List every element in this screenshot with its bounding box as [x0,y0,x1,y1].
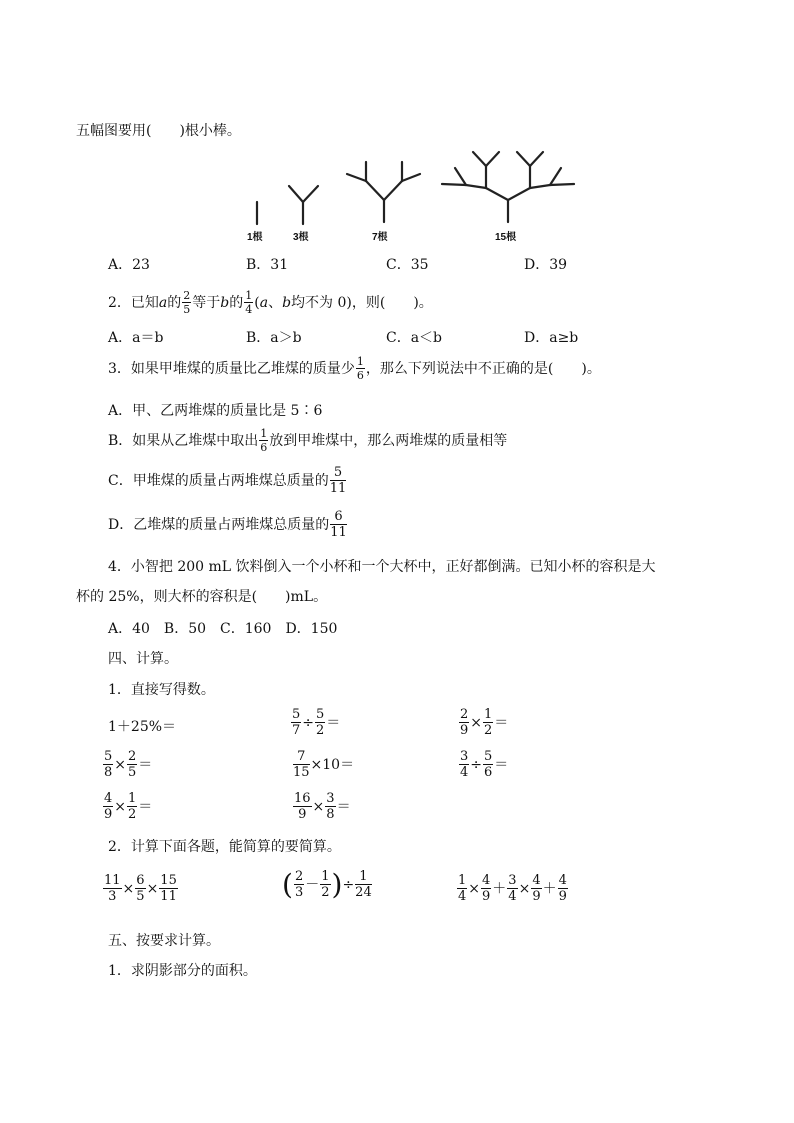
simp-expr-2-f2: $\frac{1}{2}$ [321,869,330,900]
calc-expr-5: $\frac{7}{15}$ ×10＝ [293,749,355,780]
calc-expr-6-f2: $\frac{5}{6}$ [484,749,493,780]
calc-expr-7-f2: $\frac{1}{2}$ [128,791,137,822]
calc-expr-7: $\frac{4}{9}$ × $\frac{1}{2}$ ＝ [104,791,153,822]
q2-stem: 2．已知a的 $\frac{2}{5}$ 等于b的 $\frac{1}{4}$ (a、b均不为 0)，则( )。 [108,289,433,316]
calc-expr-6: $\frac{3}{4}$ ÷ $\frac{5}{6}$ ＝ [460,749,509,780]
calc-expr-2-f2: $\frac{5}{2}$ [316,707,325,738]
simp-expr-2-f3: $\frac{1}{24}$ [355,869,372,900]
simp-expr-1-f2: $\frac{6}{5}$ [136,873,145,904]
intro-text: 五幅图要用( )根小棒。 [76,123,241,139]
simp-expr-3-f1: $\frac{1}{4}$ [458,873,467,904]
calc-expr-3-f1: $\frac{2}{9}$ [460,707,469,738]
calc-expr-3-f2: $\frac{1}{2}$ [484,707,493,738]
q3-option-d: D．乙堆煤的质量占两堆煤总质量的 $\frac{6}{11}$ [108,509,347,540]
q4-line-2: 杯的 25%，则大杯的容积是( )mL。 [76,589,328,605]
simp-expr-3-f4: $\frac{4}{9}$ [532,873,541,904]
q2-option-d: D．a≥b [524,330,579,346]
calc-expr-8: $\frac{16}{9}$ × $\frac{3}{8}$ ＝ [294,791,351,822]
q2-num: 2． [108,294,131,311]
section-4-title: 四、计算。 [108,651,178,667]
q3-option-c-fraction: $\frac{5}{11}$ [329,465,347,496]
simp-expr-1-f1: $\frac{11}{3}$ [104,873,121,904]
q1-option-b: B．31 [246,257,289,273]
section-5-sub-1: 1．求阴影部分的面积。 [108,963,257,979]
calc-expr-4-f1: $\frac{5}{8}$ [104,749,113,780]
section-4-sub-2: 2．计算下面各题，能简算的要简算。 [108,839,341,855]
calc-expr-1: 1＋25%＝ [108,719,177,735]
figure-label-15: 15根 [495,232,517,243]
calc-expr-4-f2: $\frac{2}{5}$ [128,749,137,780]
simp-expr-1: $\frac{11}{3}$ × $\frac{6}{5}$ × $\frac{15}{11}$ [104,873,177,904]
simp-expr-2: ( $\frac{2}{3}$ － $\frac{1}{2}$ )÷ $\frac{1}{24}$ [282,867,372,901]
calc-expr-5-f1: $\frac{7}{15}$ [293,749,310,780]
calc-expr-2-f1: $\frac{5}{7}$ [292,707,301,738]
q3-option-b: B．如果从乙堆煤中取出 $\frac{1}{6}$ 放到甲堆煤中，那么两堆煤的质量相等 [108,427,508,454]
q3-option-b-fraction: $\frac{1}{6}$ [260,427,268,454]
q4-line-1: 4．小智把 200 mL 饮料倒入一个小杯和一个大杯中，正好都倒满。已知小杯的容积是大 [108,559,656,575]
figure-label-1: 1根 [247,232,263,243]
simp-expr-2-f1: $\frac{2}{3}$ [294,869,304,900]
q2-option-a: A．a＝b [108,330,164,346]
stick-figure [0,0,794,260]
calc-expr-4: $\frac{5}{8}$ × $\frac{2}{5}$ ＝ [104,749,153,780]
q1-option-c: C．35 [386,257,429,273]
q2-option-b: B．a＞b [246,330,302,346]
q3-option-a: A．甲、乙两堆煤的质量比是 5∶6 [108,403,323,419]
figure-label-3: 3根 [293,232,309,243]
simp-expr-3: $\frac{1}{4}$ × $\frac{4}{9}$ ＋ $\frac{3}{4}$ × $\frac{4}{9}$ ＋ $\frac{4}{9}$ [458,873,567,904]
q2-fraction-1: $\frac{2}{5}$ [183,289,191,316]
section-5-title: 五、按要求计算。 [108,933,220,949]
q3-fraction: $\frac{1}{6}$ [356,355,364,382]
calc-expr-3: $\frac{2}{9}$ × $\frac{1}{2}$ ＝ [460,707,509,738]
q3-option-c: C．甲堆煤的质量占两堆煤总质量的 $\frac{5}{11}$ [108,465,347,496]
q3-option-d-fraction: $\frac{6}{11}$ [330,509,347,540]
q1-option-d: D．39 [524,257,568,273]
figure-label-7: 7根 [372,232,388,243]
simp-expr-3-f2: $\frac{4}{9}$ [482,873,491,904]
q3-stem: 3．如果甲堆煤的质量比乙堆煤的质量少 $\frac{1}{6}$ ，那么下列说法中不正确的是( )。 [108,355,601,382]
q2-fraction-2: $\frac{1}{4}$ [245,289,253,316]
calc-expr-8-f1: $\frac{16}{9}$ [294,791,311,822]
q4-options: A．40 B．50 C．160 D．150 [108,621,338,637]
calc-expr-2: $\frac{5}{7}$ ÷ $\frac{5}{2}$ ＝ [292,707,341,738]
simp-expr-1-f3: $\frac{15}{11}$ [160,873,177,904]
section-4-sub-1: 1．直接写得数。 [108,682,215,698]
q1-option-a: A．23 [108,257,150,273]
calc-expr-7-f1: $\frac{4}{9}$ [104,791,113,822]
calc-expr-8-f2: $\frac{3}{8}$ [326,791,335,822]
q2-option-c: C．a＜b [386,330,443,346]
simp-expr-3-f3: $\frac{3}{4}$ [508,873,517,904]
simp-expr-3-f5: $\frac{4}{9}$ [558,873,567,904]
calc-expr-6-f1: $\frac{3}{4}$ [460,749,469,780]
